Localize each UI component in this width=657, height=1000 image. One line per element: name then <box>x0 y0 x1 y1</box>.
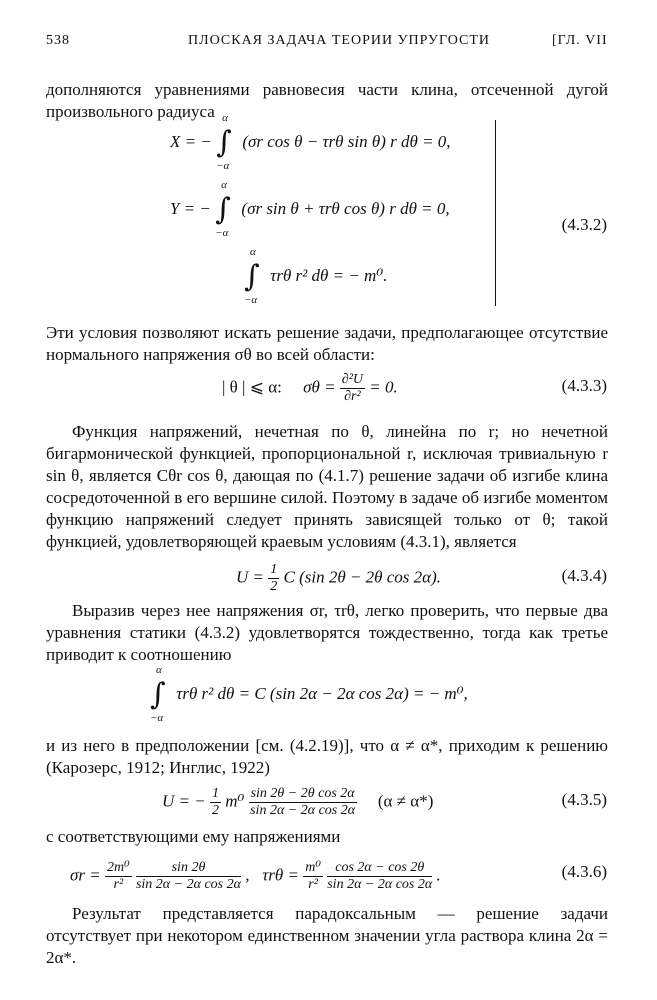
equation-number-4-3-2: (4.3.2) <box>561 215 607 234</box>
equation-number-4-3-6: (4.3.6) <box>561 862 607 881</box>
system-brace <box>489 120 496 306</box>
paragraph-4: Выразив через нее напряжения σr, τrθ, легко проверить, что первые два уравнения статики (4.3.2) удовлетворятся тождественно, тогда как третье приводит к соотношению <box>46 601 608 664</box>
equation-x: X = − α ∫ −α (σr cos θ − τrθ sin θ) r dθ = 0, <box>170 112 451 172</box>
equation-4-3-4: U = $\frac{1}{2}$ C (sin 2θ − 2θ cos 2α). <box>236 562 442 594</box>
integral-sign: α ∫ −α <box>150 664 166 724</box>
paragraph-2: Эти условия позволяют искать решение задачи, предполагающее отсутствие нормального напряжения σθ во всей области: <box>46 323 608 364</box>
paragraph-7: Результат представляется парадоксальным — решение задачи отсутствует при некотором единственном значении угла раствора клина 2α = 2α*. <box>46 904 608 967</box>
equation-y: Y = − α ∫ −α (σr sin θ + τrθ cos θ) r dθ = 0, <box>170 179 450 239</box>
integral-sign: α ∫ −α <box>215 179 231 239</box>
paragraph-1: дополняются уравнениями равновесия части клина, отсеченной дугой произвольного радиуса <box>46 80 608 121</box>
equation-4-3-3: | θ | ⩽ α: σθ = $\frac{\text{∂²U}}{\text{∂r²}}$ = 0. <box>222 372 398 404</box>
equation-number-4-3-5: (4.3.5) <box>561 790 607 809</box>
equation-number-4-3-4: (4.3.4) <box>561 566 607 585</box>
equation-moment: α ∫ −α τrθ r² dθ = − m⁰. <box>244 246 388 306</box>
integral-sign: α ∫ −α <box>244 246 260 306</box>
paragraph-5: и из него в предположении [см. (4.2.19)], что α ≠ α*, приходим к решению (Карозерс, 1912; Инглис, 1922) <box>46 736 608 777</box>
paragraph-3: Функция напряжений, нечетная по θ, линейна по r; но нечетной бигармонической функцией, пропорциональной r, исключая тривиальную r sin θ, является Cθr cos θ, дающая по (4.1.7) решение задачи об изгибе клина сосредоточенной в его вершине силой. Поэтому в задаче об изгибе моментом функцию напряжений следует принять зависящей только от θ; такой функцией, удовлетворяющей краевым условиям (4.3.1), является <box>46 422 608 551</box>
equation-4-3-6: σr = $\frac{\text{2m⁰}}{\text{r²}}$ $\frac{\sin 2\theta}{\text{sin 2α − 2α cos 2α}}$ , τrθ = $\frac{\text{m⁰}}{\text{r²}}$ $\frac{\cos 2\alpha - \cos 2\theta}{\text{sin 2α − 2α cos 2α}}$ . <box>70 860 441 892</box>
equation-number-4-3-3: (4.3.3) <box>561 376 607 395</box>
paragraph-6: с соответствующими ему напряжениями <box>46 827 341 846</box>
running-title: ПЛОСКАЯ ЗАДАЧА ТЕОРИИ УПРУГОСТИ <box>188 33 490 48</box>
equation-relation: α ∫ −α τrθ r² dθ = C (sin 2α − 2α cos 2α) = − m⁰, <box>150 664 468 724</box>
equation-4-3-5: U = − $\frac{1}{2}$ m⁰ $\frac{\text{sin 2θ − 2θ cos 2α}}{\text{sin 2α − 2α cos 2α}}$ (α ≠ α*) <box>162 786 434 818</box>
integral-sign: α ∫ −α <box>216 112 232 172</box>
page-number: 538 <box>46 33 70 48</box>
chapter-label: [ГЛ. VII <box>552 33 608 48</box>
